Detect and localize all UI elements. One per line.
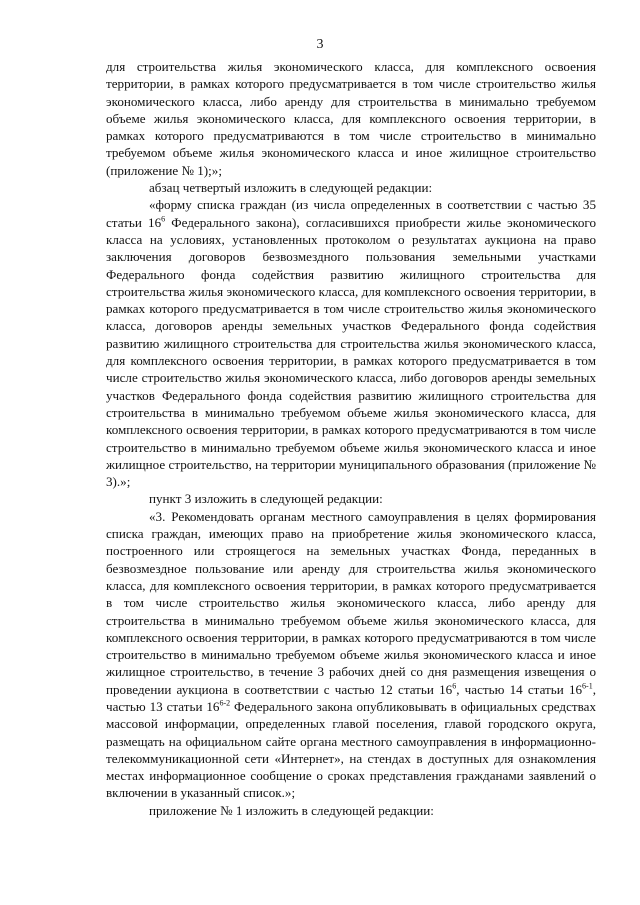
paragraph-text: для строительства жилья экономического класса, для комплексного освоения территории, в рамках которого предусматривается в том числе строительство жилья экономического класса, либо аренду для строительства в минимально требуемом объеме жилья экономического класса, для комплексного освоения территории, в рамках которого предусматриваются в том числе строительство в минимально требуемом объеме жилья экономического класса и иное жилищное строительство (приложение № 1);»;: [106, 59, 596, 178]
paragraph-text: «3. Рекомендовать органам местного самоуправления в целях формирования списка граждан, имеющих право на приобретение жилья экономического класса, построенного или строящегося на земельных участках Фонда, переданных в безвозмездное пользование или аренду для строительства жилья экономического класса, для комплексного освоения территории, в рамках которого предусматривается в том числе строительство жилья экономического класса, либо аренду для строительства в минимально требуемом объеме жилья экономического класса, для комплексного освоения территории, в рамках которого предусматриваются в том числе строительство в минимально требуемом объеме жилья экономического класса и иное жилищное строительство, в течение 3 рабочих дней со дня размещения извещения о проведении аукциона в соответствии с частью 12 статьи 16: [106, 508, 596, 697]
paragraph: [106, 802, 596, 819]
page-number: 3: [316, 37, 324, 52]
paragraph: [106, 58, 596, 179]
paragraph-text: «форму списка граждан (из числа определенных в соответствии с частью 35 статьи 16: [106, 197, 596, 230]
paragraph: [106, 490, 596, 507]
superscript: 6-1: [582, 681, 593, 691]
superscript: 6-2: [219, 698, 231, 708]
paragraph-text: пункт 3 изложить в следующей редакции:: [149, 491, 383, 507]
paragraph-text: приложение № 1 изложить в следующей редакции:: [149, 802, 434, 818]
superscript: 6: [161, 214, 166, 224]
paragraph-text: , частью 13 статьи 16: [106, 681, 596, 714]
paragraph-text: абзац четвертый изложить в следующей редакции:: [149, 180, 433, 196]
paragraph-text: Федерального закона опубликовывать в официальных средствах массовой информации, определенных главой поселения, главой городского округа, размещать на официальном сайте органа местного самоуправления в информационно-телекоммуникационной сети «Интернет», на стендах в доступных для ознакомления местах информационное сообщение о сроках представления гражданами заявлений о включении в указанный список.»;: [106, 698, 596, 801]
paragraph: [106, 196, 596, 490]
document-body: [106, 58, 596, 819]
paragraph: [106, 508, 596, 802]
paragraph-text: , частью 14 статьи 16: [456, 681, 583, 697]
superscript: 6: [452, 681, 457, 691]
paragraph: [106, 179, 596, 196]
paragraph-text: Федерального закона), согласившихся приобрести жилье экономического класса на условиях, установленных протоколом о результатах аукциона на право заключения договоров безвозмездного пользования земельными участками Федерального фонда содействия развитию жилищного строительства для строительства жилья экономического класса, для комплексного освоения территории, в рамках которого предусматривается в том числе строительство жилья экономического класса, договоров аренды земельных участков Федерального фонда содействия развитию жилищного строительства для строительства жилья экономического класса, для комплексного освоения территории, в рамках которого предусматривается в том числе строительство жилья экономического класса, либо договоров аренды земельных участков Федерального фонда содействия развитию жилищного строительства для строительства в минимально требуемом объеме жилья экономического класса, для комплексного освоения территории, в рамках которого предусматриваются в том числе строительство в минимально требуемом объеме жилья экономического класса и иное жилищное строительство, на территории муниципального образования (приложение № 3).»;: [106, 214, 597, 490]
